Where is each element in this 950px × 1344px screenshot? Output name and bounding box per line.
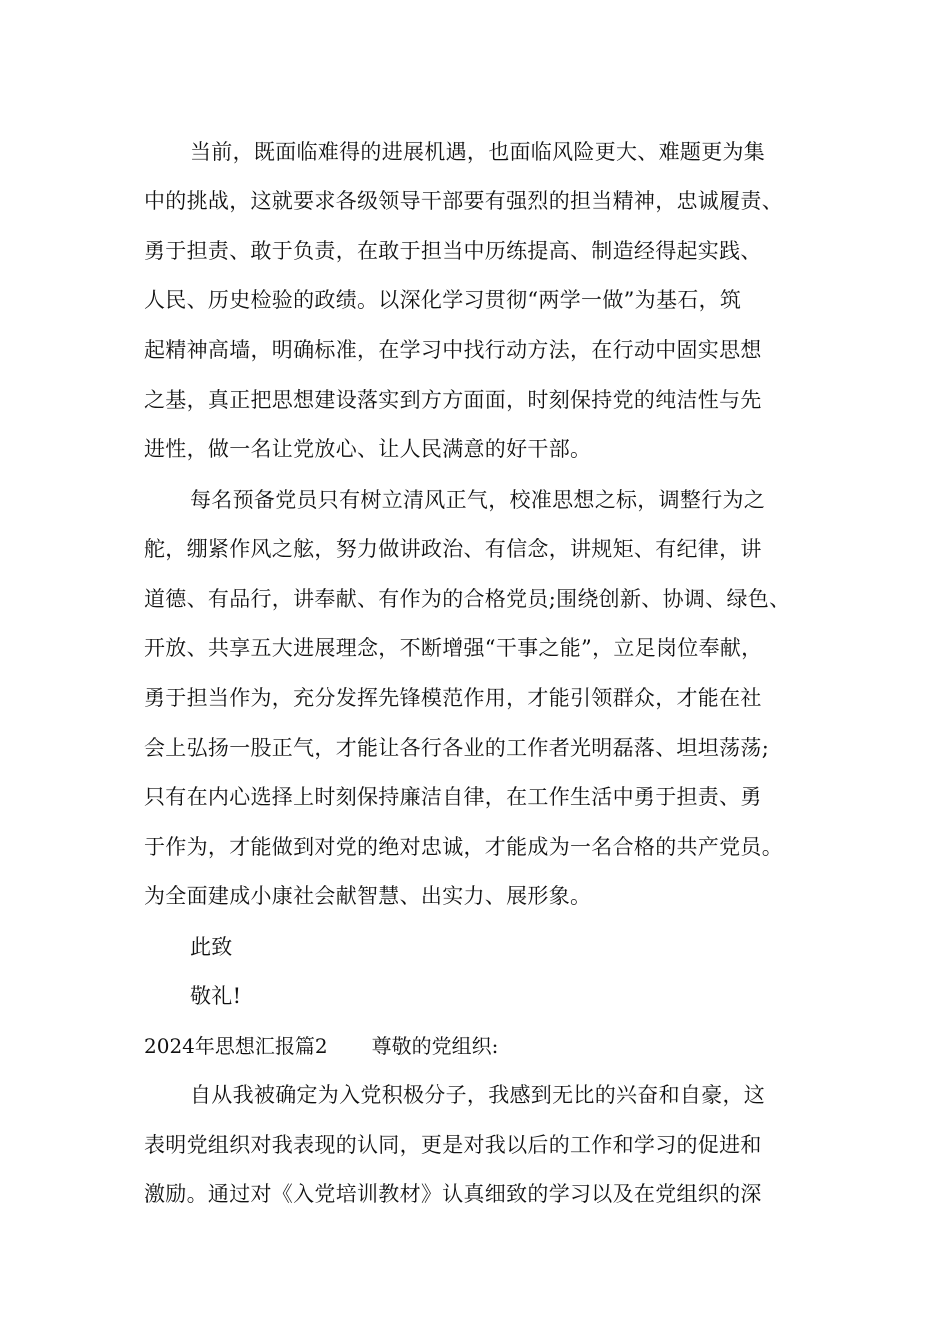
paragraph-1-line-2: 中的挑战，这就要求各级领导干部要有强烈的担当精神，忠诚履责、 xyxy=(144,189,783,213)
closing-jingli: 敬礼! xyxy=(190,984,242,1008)
paragraph-1-line-4: 人民、历史检验的政绩。以深化学习贯彻“两学一做”为基石，筑 xyxy=(144,288,742,312)
paragraph-2-line-2: 舵，绷紧作风之舷，努力做讲政治、有信念，讲规矩、有纪律，讲 xyxy=(144,537,762,561)
paragraph-2-line-7: 只有在内心选择上时刻保持廉洁自律，在工作生活中勇于担责、勇 xyxy=(144,785,762,809)
paragraph-1-line-6: 之基，真正把思想建设落实到方方面面，时刻保持党的纯洁性与先 xyxy=(144,388,762,412)
closing-cizhi: 此致 xyxy=(190,935,233,959)
paragraph-2-line-4: 开放、共享五大进展理念，不断增强“干事之能”，立足岗位奉献， xyxy=(144,636,763,660)
paragraph-2-line-9: 为全面建成小康社会献智慧、出实力、展形象。 xyxy=(144,884,592,908)
paragraph-2-line-1: 每名预备党员只有树立清风正气，校准思想之标，调整行为之 xyxy=(190,488,766,512)
paragraph-1-line-3: 勇于担责、敢于负责，在敢于担当中历练提高、制造经得起实践、 xyxy=(144,239,762,263)
paragraph-1-line-7: 进性，做一名让党放心、让人民满意的好干部。 xyxy=(144,437,592,461)
section-2-salutation: 尊敬的党组织: xyxy=(371,1034,499,1058)
paragraph-2-line-5: 勇于担当作为，充分发挥先锋模范作用，才能引领群众，才能在社 xyxy=(144,686,762,710)
paragraph-3-line-2: 表明党组织对我表现的认同，更是对我以后的工作和学习的促进和 xyxy=(144,1133,762,1157)
paragraph-1-line-1: 当前，既面临难得的进展机遇，也面临风险更大、难题更为集 xyxy=(190,140,766,164)
paragraph-2-line-3: 道德、有品行，讲奉献、有作为的合格党员;围绕创新、协调、绿色、 xyxy=(144,587,791,611)
section-2-heading xyxy=(144,1032,498,1060)
paragraph-2-line-6: 会上弘扬一股正气，才能让各行各业的工作者光明磊落、坦坦荡荡; xyxy=(144,736,770,760)
paragraph-3-line-1: 自从我被确定为入党积极分子，我感到无比的兴奋和自豪，这 xyxy=(190,1083,766,1107)
paragraph-3-line-3: 激励。通过对《入党培训教材》认真细致的学习以及在党组织的深 xyxy=(144,1182,762,1206)
section-2-title: 2024年思想汇报篇2 xyxy=(144,1034,328,1058)
paragraph-2-line-8: 于作为，才能做到对党的绝对忠诚，才能成为一名合格的共产党员。 xyxy=(144,835,783,859)
paragraph-1-line-5: 起精神高墙，明确标准，在学习中找行动方法，在行动中固实思想 xyxy=(144,338,762,362)
